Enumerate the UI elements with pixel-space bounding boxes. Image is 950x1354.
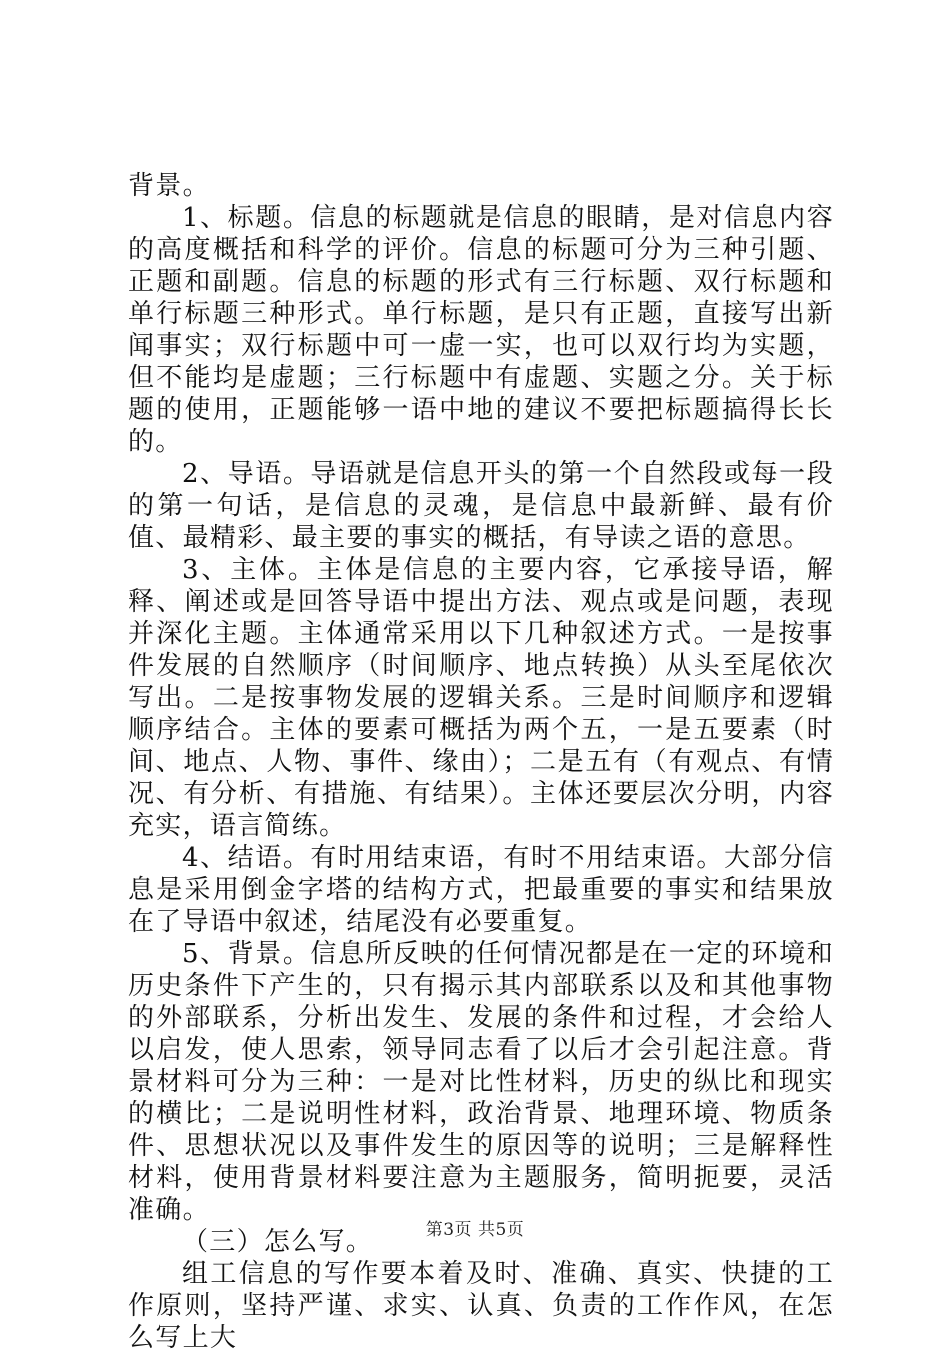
page-number-footer: 第3页 共5页	[425, 1220, 525, 1240]
paragraph-background-section: 5、背景。信息所反映的任何情况都是在一定的环境和历史条件下产生的，只有揭示其内部联系以及和其他事物的外部联系，分析出发生、发展的条件和过程，才会给人以启发，使人思索，领导同志看了以后才会引起注意。背景材料可分为三种：一是对比性材料，历史的纵比和现实的横比；二是说明性材料，政治背景、地理环境、物质条件、思想状况以及事件发生的原因等的说明；三是解释性材料，使用背景材料要注意为主题服务，简明扼要，灵活准确。	[128, 939, 834, 1225]
paragraph-lead-section: 2、导语。导语就是信息开头的第一个自然段或每一段的第一句话，是信息的灵魂，是信息中最新鲜、最有价值、最精彩、最主要的事实的概括，有导读之语的意思。	[128, 459, 834, 553]
paragraph-body-section: 3、主体。主体是信息的主要内容，它承接导语，解释、阐述或是回答导语中提出方法、观点或是问题，表现并深化主题。主体通常采用以下几种叙述方式。一是按事件发展的自然顺序（时间顺序、地点转换）从头至尾依次写出。二是按事物发展的逻辑关系。三是时间顺序和逻辑顺序结合。主体的要素可概括为两个五，一是五要素（时间、地点、人物、事件、缘由）；二是五有（有观点、有情况、有分析、有措施、有结果）。主体还要层次分明，内容充实，语言简练。	[128, 555, 834, 841]
paragraph-writing-principles: 组工信息的写作要本着及时、准确、真实、快捷的工作原则，坚持严谨、求实、认真、负责的工作作风，在怎么写上大	[128, 1259, 834, 1353]
document-body	[128, 170, 834, 1354]
paragraph-background-continued: 背景。	[128, 171, 210, 201]
paragraph-title-section: 1、标题。信息的标题就是信息的眼睛，是对信息内容的高度概括和科学的评价。信息的标题可分为三种引题、正题和副题。信息的标题的形式有三行标题、双行标题和单行标题三种形式。单行标题，是只有正题，直接写出新闻事实；双行标题中可一虚一实，也可以双行均为实题，但不能均是虚题；三行标题中有虚题、实题之分。关于标题的使用，正题能够一语中地的建议不要把标题搞得长长的。	[128, 203, 834, 457]
paragraph-ending-section: 4、结语。有时用结束语，有时不用结束语。大部分信息是采用倒金字塔的结构方式，把最重要的事实和结果放在了导语中叙述，结尾没有必要重复。	[128, 843, 834, 937]
section-heading-how-to-write: （三）怎么写。	[182, 1227, 374, 1257]
